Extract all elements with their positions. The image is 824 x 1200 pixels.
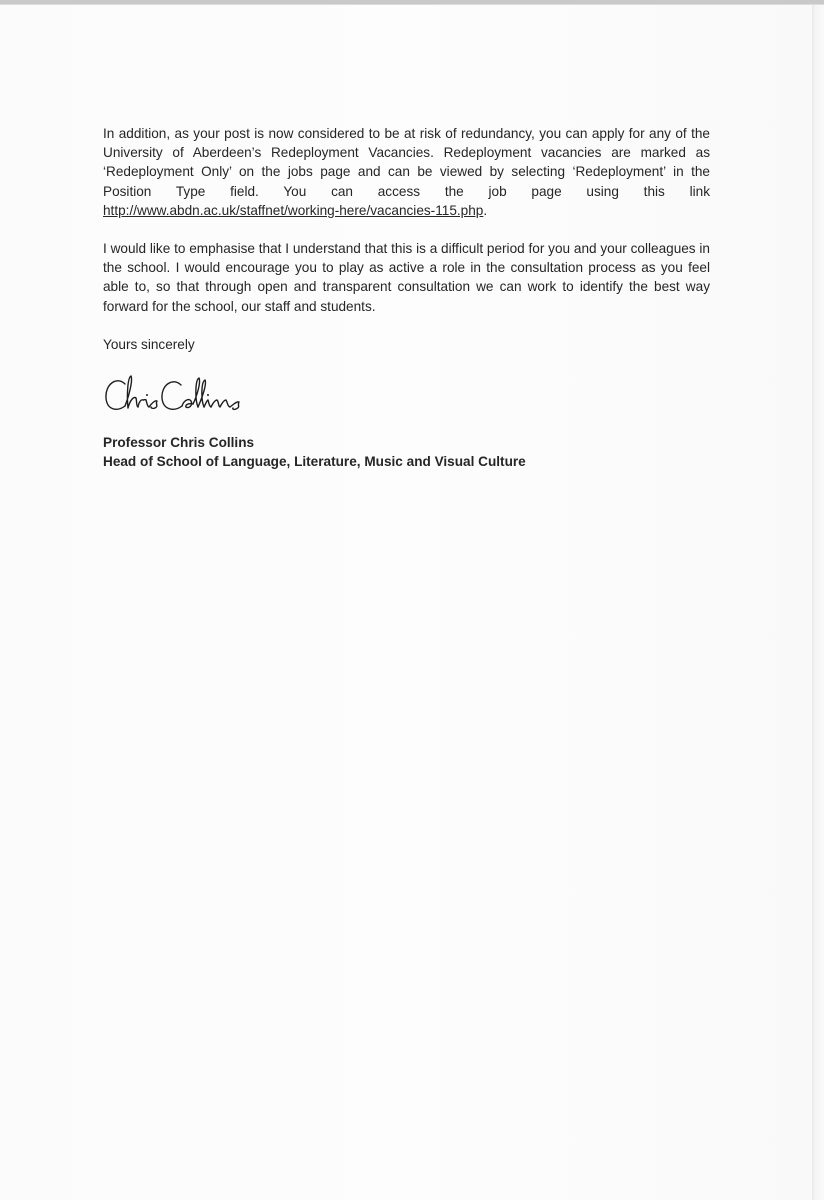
signatory-name: Professor Chris Collins	[103, 435, 255, 451]
paragraph-emphasis: I would like to emphasise that I understand that this is a difficult period for you and your colleagues in the school. I would encourage you to play as active a role in the consultation process as you feel able to, so that through open and transparent consultation we can work to identify the best way forward for the school, our staff and students.	[103, 241, 710, 314]
vacancies-link[interactable]: http://www.abdn.ac.uk/staffnet/working-here/vacancies-115.php	[103, 202, 484, 218]
paragraph-redeployment	[103, 124, 710, 220]
letter-body	[103, 124, 710, 471]
handwritten-signature	[103, 370, 278, 420]
paragraph-redeployment-end: .	[483, 202, 488, 218]
paragraph-redeployment-text: In addition, as your post is now considered to be at risk of redundancy, you can apply for any of the University of Aberdeen’s Redeployment Vacancies. Redeployment vacancies are marked as ‘Redeployment Only’ on the jobs page and can be viewed by selecting ‘Redeployment’ in the Position Type field. You can access the job page using this link	[103, 126, 710, 199]
closing-salutation: Yours sincerely	[103, 336, 195, 352]
signatory-title: Head of School of Language, Literature, Music and Visual Culture	[103, 454, 526, 470]
letter-page	[0, 5, 812, 1200]
page-edge-shadow	[812, 5, 824, 1200]
